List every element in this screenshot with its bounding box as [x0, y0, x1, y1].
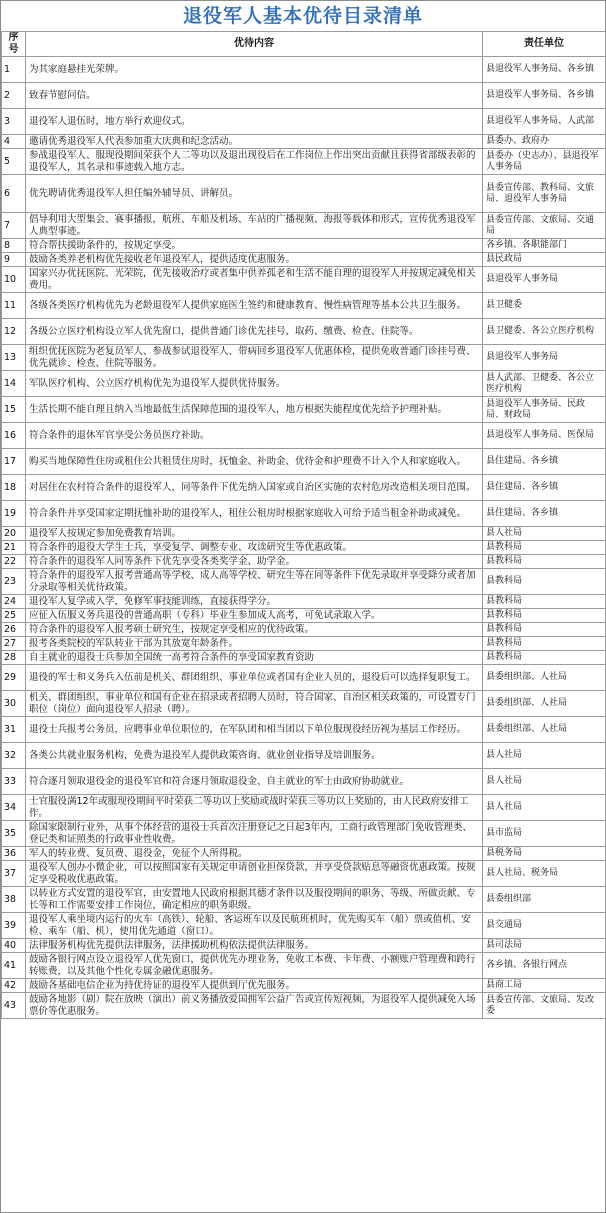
row-content: 鼓励各银行网点设立退役军人优先窗口，提供优先办理业务，免收工本费、卡年费、小额账户管理费和跨行转账费，以及其他个性化专属金融优惠服务。: [26, 953, 483, 979]
row-unit: 县委宣传部、教科局、文旅局、退役军人事务局: [483, 175, 606, 213]
row-number: 10: [2, 267, 26, 293]
table-row: [2, 887, 606, 913]
table-row: [2, 769, 606, 795]
row-unit: 县人武部、卫健委、各公立医疗机构: [483, 371, 606, 397]
row-unit: 县卫健委: [483, 293, 606, 319]
row-number: 26: [2, 623, 26, 637]
table-row: [2, 423, 606, 449]
table-row: [2, 267, 606, 293]
row-content: 各级公立医疗机构设立军人优先窗口，提供普通门诊优先挂号、取药、缴费、检查、住院等。: [26, 319, 483, 345]
row-unit: 县退役军人事务局、各乡镇: [483, 83, 606, 109]
table-row: [2, 953, 606, 979]
row-content: 各类公共就业服务机构，免费为退役军人提供政策咨询、就业创业指导及培训服务。: [26, 743, 483, 769]
row-unit: 县委办、政府办: [483, 135, 606, 149]
row-unit: 县委宣传部、文旅局、发改委: [483, 993, 606, 1019]
row-content: 鼓励各地影（剧）院在放映（演出）前义务播放爱国拥军公益广告或宣传短视频，为退役军人提供减免入场票价等优惠服务。: [26, 993, 483, 1019]
row-unit: 县司法局: [483, 939, 606, 953]
page-title: 退役军人基本优待目录清单: [182, 5, 423, 27]
row-number: 34: [2, 795, 26, 821]
table-body: [2, 57, 606, 1019]
row-content: 退役的军士和义务兵入伍前是机关、群团组织、事业单位或者国有企业人员的，退役后可以选择复职复工。: [26, 665, 483, 691]
row-number: 41: [2, 953, 26, 979]
row-content: 符合条件的退役大学生士兵，享受复学、调整专业、攻读研究生等优惠政策。: [26, 541, 483, 555]
row-number: 13: [2, 345, 26, 371]
table-row: [2, 239, 606, 253]
row-content: 退役军人乘坐境内运行的火车（高铁）、轮船、客运班车以及民航班机时，优先购买车（船）票或值机、安检、乘车（船、机），使用优先通道（窗口）。: [26, 913, 483, 939]
row-number: 23: [2, 569, 26, 595]
row-unit: 县退役军人事务局: [483, 267, 606, 293]
row-unit: 县教科局: [483, 637, 606, 651]
table-row: [2, 595, 606, 609]
row-unit: 县教科局: [483, 623, 606, 637]
row-unit: 县委组织部: [483, 887, 606, 913]
row-number: 25: [2, 609, 26, 623]
row-number: 8: [2, 239, 26, 253]
table-row: [2, 135, 606, 149]
row-unit: 各乡镇、各银行网点: [483, 953, 606, 979]
table-row: [2, 83, 606, 109]
row-number: 28: [2, 651, 26, 665]
row-number: 3: [2, 109, 26, 135]
table-row: [2, 623, 606, 637]
row-number: 7: [2, 213, 26, 239]
row-unit: 县退役军人事务局: [483, 345, 606, 371]
row-number: 20: [2, 527, 26, 541]
row-content: 军人的转业费、复员费、退役金，免征个人所得税。: [26, 847, 483, 861]
row-number: 33: [2, 769, 26, 795]
row-number: 29: [2, 665, 26, 691]
row-number: 32: [2, 743, 26, 769]
row-content: 组织优抚医院为老复员军人、参战参试退役军人、带病回乡退役军人优惠体检，提供免收普通门诊挂号费、优先就诊、检查、住院等服务。: [26, 345, 483, 371]
table-row: [2, 109, 606, 135]
row-content: 退役军人创办小微企业，可以按照国家有关规定申请创业担保贷款，并享受贷款贴息等融资优惠政策。按规定享受税收优惠政策。: [26, 861, 483, 887]
row-number: 5: [2, 149, 26, 175]
row-number: 39: [2, 913, 26, 939]
row-content: 生活长期不能自理且纳入当地最低生活保障范围的退役军人，地方根据失能程度优先给予护理补贴。: [26, 397, 483, 423]
row-unit: 县人社局、税务局: [483, 861, 606, 887]
row-number: 1: [2, 57, 26, 83]
table-row: [2, 319, 606, 345]
row-number: 9: [2, 253, 26, 267]
row-number: 42: [2, 979, 26, 993]
table-row: [2, 993, 606, 1019]
row-unit: 各乡镇、各职能部门: [483, 239, 606, 253]
row-content: 符合条件的退役军人同等条件下优先享受各类奖学金、助学金。: [26, 555, 483, 569]
row-number: 14: [2, 371, 26, 397]
table-row: [2, 371, 606, 397]
row-content: 符合条件的退役军人报考普通高等学校、成人高等学校、研究生等在同等条件下优先录取并享受降分或者加分录取等相关优待政策。: [26, 569, 483, 595]
table-row: [2, 743, 606, 769]
row-content: 退役军人按规定参加免费教育培训。: [26, 527, 483, 541]
row-unit: 县市监局: [483, 821, 606, 847]
row-content: 鼓励各基础电信企业为持优待证的退役军人提供到厅优先服务。: [26, 979, 483, 993]
row-number: 35: [2, 821, 26, 847]
table-row: [2, 795, 606, 821]
row-number: 38: [2, 887, 26, 913]
header-no: 序号: [2, 32, 26, 57]
row-content: 退役士兵报考公务员，应聘事业单位职位的，在军队团和相当团以下单位服现役经历视为基层工作经历。: [26, 717, 483, 743]
table-row: [2, 609, 606, 623]
table-row: [2, 449, 606, 475]
table-row: [2, 213, 606, 239]
row-number: 15: [2, 397, 26, 423]
row-unit: 县住建局、各乡镇: [483, 501, 606, 527]
table-row: [2, 555, 606, 569]
row-content: 参战退役军人、服现役期间荣获个人二等功以及退出现役后在工作岗位上作出突出贡献且获得省部级表彰的退役军人，其名录和事迹载入地方志。: [26, 149, 483, 175]
table-row: [2, 637, 606, 651]
table-row: [2, 847, 606, 861]
row-unit: 县民政局: [483, 253, 606, 267]
table-row: [2, 979, 606, 993]
row-content: 符合条件的退休军官享受公务员医疗补助。: [26, 423, 483, 449]
row-content: 退役军人复学或入学，免修军事技能训练，直接获得学分。: [26, 595, 483, 609]
row-content: 优先聘请优秀退役军人担任编外辅导员、讲解员。: [26, 175, 483, 213]
row-content: 符合条件的退役军人报考硕士研究生，按规定享受相应的优待政策。: [26, 623, 483, 637]
row-unit: 县退役军人事务局、各乡镇: [483, 57, 606, 83]
row-unit: 县住建局、各乡镇: [483, 449, 606, 475]
table-row: [2, 527, 606, 541]
table-row: [2, 861, 606, 887]
row-number: 22: [2, 555, 26, 569]
row-number: 27: [2, 637, 26, 651]
row-number: 11: [2, 293, 26, 319]
row-number: 21: [2, 541, 26, 555]
table-row: [2, 939, 606, 953]
row-number: 12: [2, 319, 26, 345]
row-unit: 县退役军人事务局、医保局: [483, 423, 606, 449]
table-row: [2, 913, 606, 939]
table-row: [2, 541, 606, 555]
row-content: 购买当地保障性住房或租住公共租赁住房时，抚恤金、补助金、优待金和护理费不计入个人和家庭收入。: [26, 449, 483, 475]
row-unit: 县退役军人事务局、人武部: [483, 109, 606, 135]
table-row: [2, 57, 606, 83]
table-row: [2, 345, 606, 371]
row-content: 倡导利用大型集会、赛事播报，航班、车船及机场、车站的广播视频、海报等载体和形式，宣传优秀退役军人典型事迹。: [26, 213, 483, 239]
row-content: 各级各类医疗机构优先为老龄退役军人提供家庭医生签约和健康教育、慢性病管理等基本公共卫生服务。: [26, 293, 483, 319]
row-number: 18: [2, 475, 26, 501]
row-unit: 县住建局、各乡镇: [483, 475, 606, 501]
row-unit: 县教科局: [483, 569, 606, 595]
row-content: 邀请优秀退役军人代表参加重大庆典和纪念活动。: [26, 135, 483, 149]
row-number: 43: [2, 993, 26, 1019]
row-number: 31: [2, 717, 26, 743]
row-content: 对居住在农村符合条件的退役军人，同等条件下优先纳入国家或自治区实施的农村危房改造相关项目范围。: [26, 475, 483, 501]
row-content: 为其家庭悬挂光荣牌。: [26, 57, 483, 83]
header-row: [2, 32, 606, 57]
row-unit: 县人社局: [483, 769, 606, 795]
row-unit: 县教科局: [483, 651, 606, 665]
table-row: [2, 717, 606, 743]
row-number: 36: [2, 847, 26, 861]
row-number: 17: [2, 449, 26, 475]
header-unit: 责任单位: [483, 32, 606, 57]
row-number: 19: [2, 501, 26, 527]
row-content: 以转业方式安置的退役军官，由安置地人民政府根据其德才条件以及服役期间的职务、等级、所做贡献、专长等和工作需要安排工作岗位，确定相应的职务职级。: [26, 887, 483, 913]
row-unit: 县退役军人事务局、民政局、财政局: [483, 397, 606, 423]
row-unit: 县委宣传部、文旅局、交通局: [483, 213, 606, 239]
row-number: 40: [2, 939, 26, 953]
table-row: [2, 475, 606, 501]
row-unit: 县人社局: [483, 527, 606, 541]
row-content: 符合帮扶援助条件的，按规定享受。: [26, 239, 483, 253]
row-content: 符合条件并享受国家定期抚恤补助的退役军人，租住公租房时根据家庭收入可给予适当租金补助或减免。: [26, 501, 483, 527]
row-unit: 县教科局: [483, 609, 606, 623]
row-content: 军队医疗机构、公立医疗机构优先为退役军人提供优待服务。: [26, 371, 483, 397]
row-unit: 县教科局: [483, 595, 606, 609]
row-unit: 县委组织部、人社局: [483, 691, 606, 717]
row-unit: 县人社局: [483, 795, 606, 821]
row-content: 机关、群团组织、事业单位和国有企业在招录或者招聘人员时，符合国家、自治区相关政策的，可设置专门职位（岗位）面向退役军人招录（聘）。: [26, 691, 483, 717]
row-number: 30: [2, 691, 26, 717]
row-number: 2: [2, 83, 26, 109]
row-content: 应征入伍服义务兵退役的普通高职（专科）毕业生参加成人高考，可免试录取入学。: [26, 609, 483, 623]
row-number: 37: [2, 861, 26, 887]
table-row: [2, 665, 606, 691]
row-number: 6: [2, 175, 26, 213]
row-unit: 县人社局: [483, 743, 606, 769]
table-row: [2, 821, 606, 847]
table-row: [2, 397, 606, 423]
header-content: 优待内容: [26, 32, 483, 57]
row-content: 退役军人退伍时，地方举行欢迎仪式。: [26, 109, 483, 135]
row-unit: 县交通局: [483, 913, 606, 939]
row-content: 致春节慰问信。: [26, 83, 483, 109]
table-row: [2, 175, 606, 213]
table-row: [2, 149, 606, 175]
benefits-table: [1, 31, 606, 1019]
row-unit: 县委办（史志办）、县退役军人事务局: [483, 149, 606, 175]
row-unit: 县教科局: [483, 541, 606, 555]
row-unit: 县卫健委、各公立医疗机构: [483, 319, 606, 345]
row-unit: 县商工局: [483, 979, 606, 993]
row-content: 国家兴办优抚医院、光荣院，优先接收治疗或者集中供养孤老和生活不能自理的退役军人并按规定减免相关费用。: [26, 267, 483, 293]
row-number: 24: [2, 595, 26, 609]
row-content: 鼓励各类养老机构优先接收老年退役军人，提供适度优惠服务。: [26, 253, 483, 267]
row-unit: 县委组织部、人社局: [483, 665, 606, 691]
row-content: 符合逐月领取退役金的退役军官和符合逐月领取退役金、自主就业的军士由政府协助就业。: [26, 769, 483, 795]
row-content: 法律服务机构优先提供法律服务，法律援助机构依法提供法律服务。: [26, 939, 483, 953]
table-row: [2, 501, 606, 527]
row-unit: 县教科局: [483, 555, 606, 569]
table-row: [2, 293, 606, 319]
row-number: 16: [2, 423, 26, 449]
row-content: 报考各类院校的军队转业干部为其放宽年龄条件。: [26, 637, 483, 651]
row-unit: 县委组织部、人社局: [483, 717, 606, 743]
row-unit: 县税务局: [483, 847, 606, 861]
row-content: 自主就业的退役士兵参加全国统一高考符合条件的享受国家教育资助: [26, 651, 483, 665]
table-row: [2, 691, 606, 717]
row-content: 除国家限制行业外，从事个体经营的退役士兵首次注册登记之日起3年内，工商行政管理部门免收管理类、登记类和证照类的行政事业性收费。: [26, 821, 483, 847]
table-row: [2, 651, 606, 665]
row-number: 4: [2, 135, 26, 149]
table-row: [2, 253, 606, 267]
table-row: [2, 569, 606, 595]
row-content: 士官服役满12年或服现役期间平时荣获二等功以上奖励或战时荣获三等功以上奖励的，由人民政府安排工作。: [26, 795, 483, 821]
